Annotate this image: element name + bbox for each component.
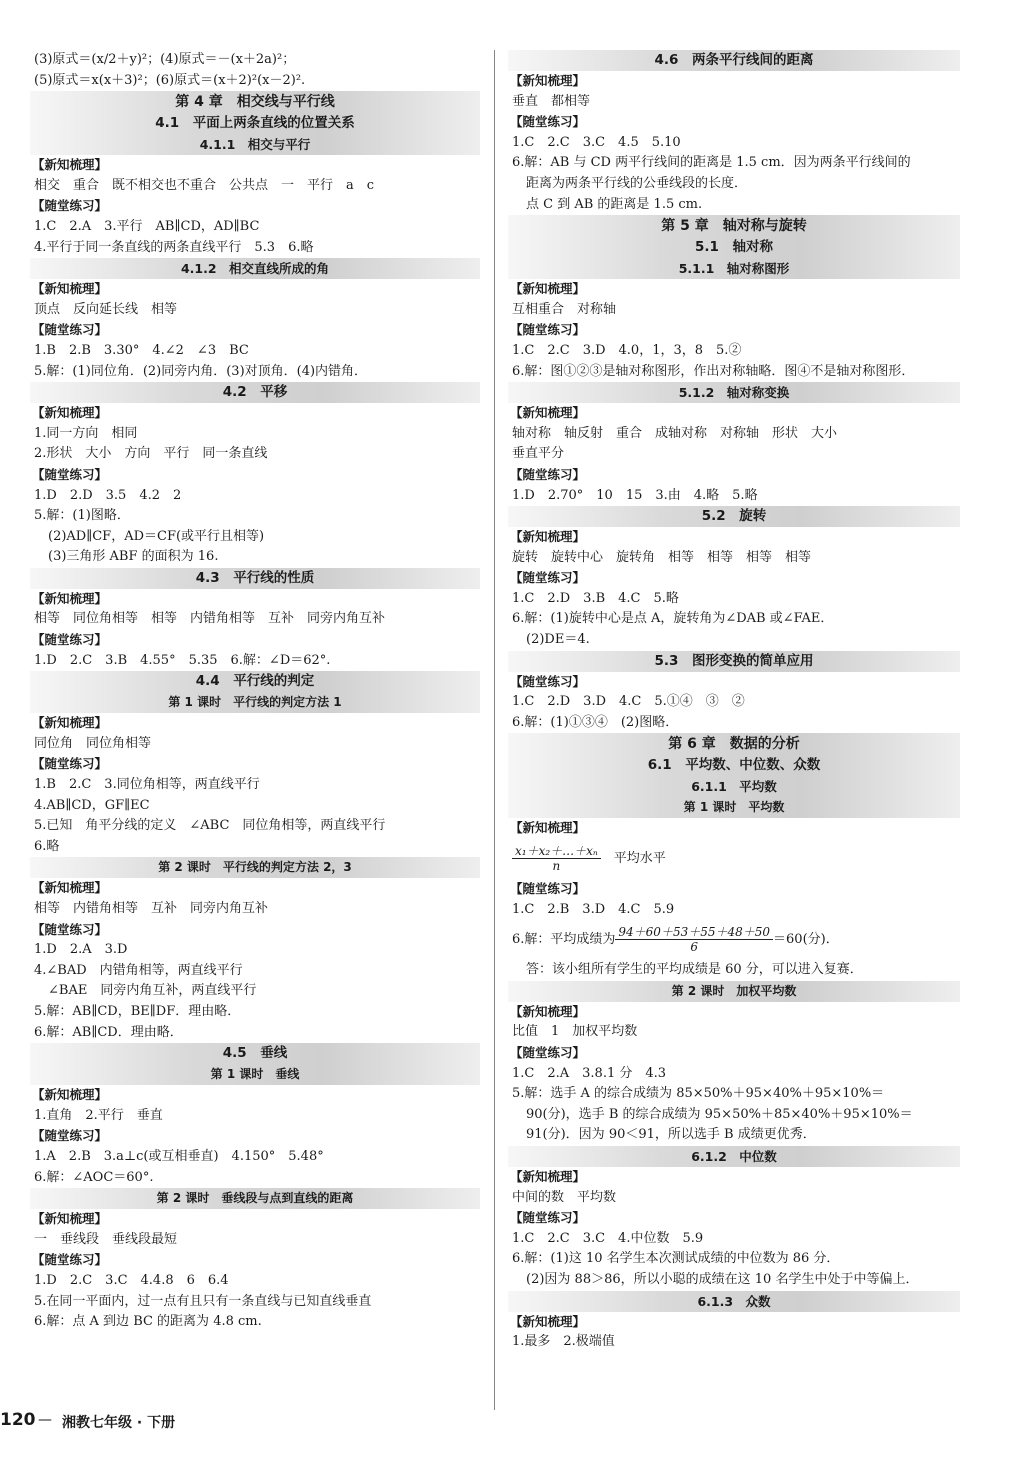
block-label: 【新知梳理】	[32, 715, 108, 731]
answer-line: 5.解：(1)图略．	[34, 508, 130, 524]
block-label: 【随堂练习】	[510, 673, 586, 689]
block-label: 【新知梳理】	[32, 590, 108, 606]
answer-line: 相等 同位角相等 相等 内错角相等 互补 同旁内角互补	[34, 611, 386, 627]
answer-line: 垂直平分	[512, 446, 565, 462]
answer-line: 1.D 2.C 3.C 4.4.8 6 6.4	[34, 1272, 229, 1288]
subsection-heading: 4.1.1 相交与平行	[30, 134, 480, 155]
answer-line: 1.B 2.B 3.30° 4.∠2 ∠3 BC	[34, 342, 249, 358]
answer-line: (2)AD∥CF，AD＝CF(或平行且相等)	[48, 528, 265, 544]
block-label: 【新知梳理】	[510, 281, 586, 297]
lesson-heading: 第 1 课时 垂线	[30, 1064, 480, 1085]
answer-line: 答：该小组所有学生的平均成绩是 60 分，可以进入复赛．	[526, 962, 863, 978]
answer-line: 6.解：AB 与 CD 两平行线间的距离是 1.5 cm．因为两条平行线间的	[512, 155, 911, 171]
lesson-heading: 第 1 课时 平行线的判定方法 1	[30, 692, 480, 713]
block-label: 【随堂练习】	[32, 1128, 108, 1144]
block-label: 【随堂练习】	[510, 881, 586, 897]
lesson-heading: 第 2 课时 垂线段与点到直线的距离	[30, 1188, 480, 1209]
answer-line: 1.D 2.D 3.5 4.2 2	[34, 487, 182, 503]
answer-line: 1.C 2.D 3.D 4.C 5.①④ ③ ②	[512, 694, 745, 710]
answer-line: 4.AB∥CD，GF∥EC	[34, 797, 150, 813]
answer-line: (3)原式＝(x/2＋y)²；(4)原式＝－(x＋2a)²；	[34, 52, 296, 67]
right-column	[508, 50, 960, 1353]
block-label: 【随堂练习】	[510, 466, 586, 482]
block-label: 【新知梳理】	[32, 880, 108, 896]
block-label: 【随堂练习】	[32, 322, 108, 338]
answer-line: 6.解：图①②③是轴对称图形，作出对称轴略．图④不是轴对称图形．	[512, 363, 915, 379]
block-label: 【随堂练习】	[32, 632, 108, 648]
answer-line: 6.解：∠AOC＝60°.	[34, 1169, 154, 1185]
answer-line: 1.C 2.C 3.C 4.中位数 5.9	[512, 1230, 704, 1246]
answer-line: 1.C 2.C 3.D 4.0，1，3，8 5.②	[512, 342, 742, 358]
block-label: 【新知梳理】	[510, 529, 586, 545]
answer-line: 2.形状 大小 方向 平行 同一条直线	[34, 446, 268, 462]
block-label: 【随堂练习】	[510, 570, 586, 586]
answer-line: 距离为两条平行线的公垂线段的长度．	[526, 175, 748, 191]
block-label: 【新知梳理】	[510, 1003, 586, 1019]
answer-line: 1.C 2.C 3.C 4.5 5.10	[512, 134, 681, 150]
answer-line: 1.A 2.B 3.a⊥c(或互相垂直) 4.150° 5.48°	[34, 1148, 324, 1164]
answer-line: 6.解：(1)①③④ (2)图略．	[512, 714, 679, 730]
answer-line: 一 垂线段 垂线段最短	[34, 1231, 178, 1247]
section-heading: 4.3 平行线的性质	[30, 568, 480, 589]
subsection-heading: 6.1.2 中位数	[508, 1146, 960, 1167]
section-heading: 4.1 平面上两条直线的位置关系	[30, 113, 480, 134]
subsection-heading: 6.1.1 平均数	[508, 776, 960, 797]
answer-line: 相交 重合 既不相交也不重合 公共点 一 平行 a c	[34, 177, 375, 193]
answer-line: 6.解：(1)这 10 名学生本次测试成绩的中位数为 86 分．	[512, 1251, 840, 1267]
block-label: 【新知梳理】	[510, 1168, 586, 1184]
answer-line: 同位角 同位角相等	[34, 735, 152, 751]
section-heading: 4.4 平行线的判定	[30, 671, 480, 692]
section-heading: 4.2 平移	[30, 382, 480, 403]
subsection-heading: 6.1.3 众数	[508, 1291, 960, 1312]
footer-dash: —	[38, 1412, 52, 1428]
subsection-heading: 4.1.2 相交直线所成的角	[30, 258, 480, 279]
answer-line: (3)三角形 ABF 的面积为 16.	[48, 549, 219, 565]
block-label: 【随堂练习】	[32, 921, 108, 937]
block-label: 【随堂练习】	[32, 1252, 108, 1268]
answer-line: 1.直角 2.平行 垂直	[34, 1107, 163, 1123]
subsection-heading: 5.1.1 轴对称图形	[508, 258, 960, 279]
answer-line: 6.解：(1)旋转中心是点 A，旋转角为∠DAB 或∠FAE．	[512, 611, 834, 627]
answer-line: 5.在同一平面内，过一点有且只有一条直线与已知直线垂直	[34, 1293, 372, 1309]
section-heading: 4.6 两条平行线间的距离	[508, 50, 960, 71]
answer-line: 5.解：AB∥CD，BE∥DF．理由略．	[34, 1003, 241, 1019]
chapter-heading: 第 6 章 数据的分析	[508, 733, 960, 755]
answer-line: 1.C 2.D 3.B 4.C 5.略	[512, 590, 679, 606]
block-label: 【随堂练习】	[32, 198, 108, 214]
lesson-heading: 第 2 课时 平行线的判定方法 2，3	[30, 857, 480, 878]
answer-line: 90(分)，选手 B 的综合成绩为 95×50%＋85×40%＋95×10%＝	[526, 1106, 913, 1122]
answer-line: 轴对称 轴反射 重合 成轴对称 对称轴 形状 大小	[512, 425, 838, 441]
answer-line: 比值 1 加权平均数	[512, 1024, 638, 1040]
block-label: 【随堂练习】	[32, 466, 108, 482]
answer-line: 相等 内错角相等 互补 同旁内角互补	[34, 901, 269, 916]
block-label: 【新知梳理】	[32, 1087, 108, 1103]
answer-line: 4.∠BAD 内错角相等，两直线平行	[34, 962, 243, 978]
answer-line: 1.D 2.70° 10 15 3.由 4.略 5.略	[512, 487, 758, 503]
answer-line: 1.同一方向 相同	[34, 425, 138, 441]
fraction-prefix: 6.解：平均成绩为	[512, 932, 616, 948]
answer-line: 1.最多 2.极端值	[512, 1334, 615, 1350]
fraction-numerator: x₁＋x₂＋…＋xₙ	[512, 844, 601, 859]
fraction	[615, 925, 773, 954]
page-number: 120	[0, 1410, 36, 1430]
block-label: 【新知梳理】	[510, 73, 586, 88]
answer-line: 顶点 反向延长线 相等	[34, 301, 178, 317]
answer-line: 6.解：AB∥CD．理由略．	[34, 1024, 183, 1040]
answer-line: 1.D 2.A 3.D	[34, 942, 128, 958]
answer-line: 6.略	[34, 838, 60, 854]
answer-line: 1.B 2.C 3.同位角相等，两直线平行	[34, 777, 260, 793]
answer-line: 旋转 旋转中心 旋转角 相等 相等 相等 相等	[512, 549, 812, 565]
answer-line: 5.解：选手 A 的综合成绩为 85×50%＋95×40%＋95×10%＝	[512, 1086, 885, 1102]
answer-line: 中间的数 平均数	[512, 1189, 617, 1205]
lesson-heading: 第 1 课时 平均数	[508, 797, 960, 818]
block-label: 【随堂练习】	[510, 1210, 586, 1226]
section-heading: 6.1 平均数、中位数、众数	[508, 755, 960, 776]
answer-line: 1.C 2.A 3.8.1 分 4.3	[512, 1065, 667, 1081]
answer-line: 垂直 都相等	[512, 93, 591, 109]
answer-line: 1.D 2.C 3.B 4.55° 5.35 6.解：∠D＝62°.	[34, 652, 331, 668]
answer-line: (2)因为 88＞86，所以小聪的成绩在这 10 名学生中处于中等偏上．	[526, 1271, 919, 1287]
answer-line: 5.已知 角平分线的定义 ∠ABC 同位角相等，两直线平行	[34, 818, 386, 834]
fraction-suffix: ＝60(分)．	[773, 932, 839, 948]
fraction	[512, 844, 601, 873]
section-heading: 5.3 图形变换的简单应用	[508, 651, 960, 672]
chapter-heading: 第 4 章 相交线与平行线	[30, 91, 480, 113]
section-heading: 5.1 轴对称	[508, 237, 960, 258]
left-column	[30, 50, 480, 1333]
answer-line: 1.C 2.A 3.平行 AB∥CD，AD∥BC	[34, 218, 260, 234]
block-label: 【随堂练习】	[510, 322, 586, 338]
block-label: 【随堂练习】	[32, 756, 108, 772]
block-label: 【新知梳理】	[510, 820, 586, 836]
answer-line: 6.解：点 A 到边 BC 的距离为 4.8 cm.	[34, 1314, 262, 1330]
answer-line: 5.解：(1)同位角．(2)同旁内角．(3)对顶角．(4)内错角．	[34, 363, 368, 379]
subsection-heading: 5.1.2 轴对称变换	[508, 382, 960, 403]
fraction-denominator: n	[552, 859, 561, 874]
book-title: 湘教七年级 · 下册	[62, 1415, 176, 1431]
block-label: 【新知梳理】	[32, 405, 108, 421]
column-divider	[494, 50, 495, 1410]
block-label: 【新知梳理】	[510, 405, 586, 421]
fraction-suffix: 平均水平	[600, 851, 666, 867]
fraction-denominator: 6	[690, 940, 699, 955]
answer-line: ∠BAE 同旁内角互补，两直线平行	[48, 983, 257, 999]
answer-line: 互相重合 对称轴	[512, 301, 617, 317]
block-label: 【随堂练习】	[510, 1045, 586, 1060]
answer-line: (2)DE＝4.	[526, 632, 590, 648]
page-footer	[0, 1410, 300, 1434]
answer-line: 1.C 2.B 3.D 4.C 5.9	[512, 901, 675, 917]
section-heading: 4.5 垂线	[30, 1043, 480, 1064]
lesson-heading: 第 2 课时 加权平均数	[508, 981, 960, 1002]
fraction-answer-line	[508, 839, 960, 879]
fraction-answer-line	[508, 920, 960, 960]
fraction-numerator: 94＋60＋53＋55＋48＋50	[615, 925, 773, 940]
answer-line: (5)原式＝x(x＋3)²；(6)原式＝(x＋2)²(x－2)².	[34, 72, 306, 88]
answer-line: 4.平行于同一条直线的两条直线平行 5.3 6.略	[34, 239, 314, 255]
block-label: 【新知梳理】	[32, 157, 108, 173]
answer-line: 91(分)．因为 90＜91，所以选手 B 成绩更优秀．	[526, 1127, 816, 1143]
answer-line: 点 C 到 AB 的距离是 1.5 cm.	[526, 196, 703, 212]
block-label: 【新知梳理】	[32, 1211, 108, 1227]
section-heading: 5.2 旋转	[508, 506, 960, 527]
block-label: 【新知梳理】	[32, 281, 108, 297]
chapter-heading: 第 5 章 轴对称与旋转	[508, 215, 960, 237]
block-label: 【随堂练习】	[510, 114, 586, 130]
block-label: 【新知梳理】	[510, 1313, 586, 1329]
